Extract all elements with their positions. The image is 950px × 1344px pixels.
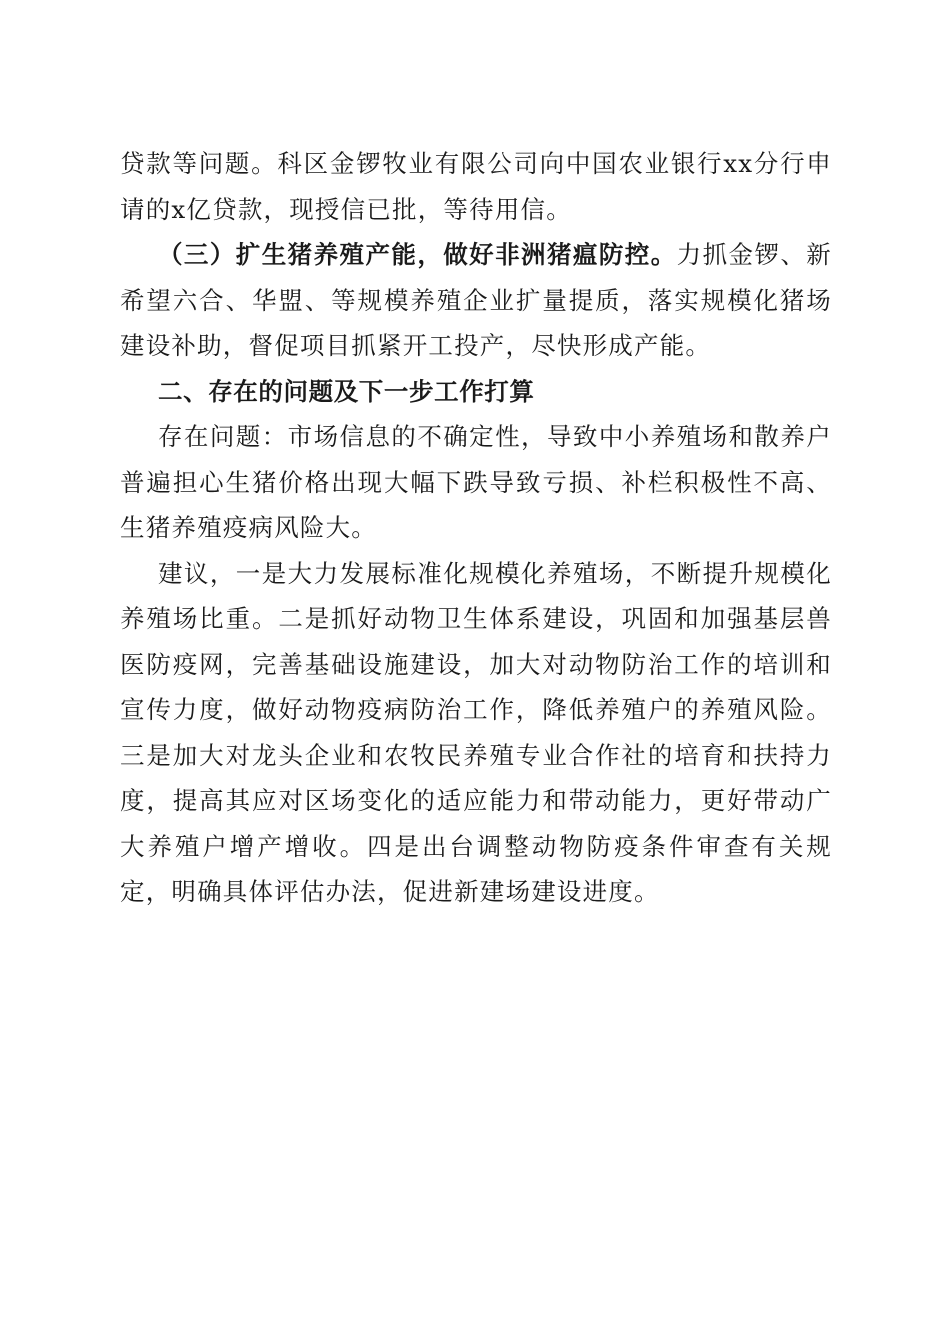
section-3-paragraph: [120, 232, 832, 369]
problems-paragraph: 存在问题：市场信息的不确定性，导致中小养殖场和散养户普遍担心生猪价格出现大幅下跌导致亏损、补栏积极性不高、生猪养殖疫病风险大。: [120, 422, 832, 542]
suggestions-paragraph: 建议，一是大力发展标准化规模化养殖场，不断提升规模化养殖场比重。二是抓好动物卫生体系建设，巩固和加强基层兽医防疫网，完善基础设施建设，加大对动物防治工作的培训和宣传力度，做好动物疫病防治工作，降低养殖户的养殖风险。三是加大对龙头企业和农牧民养殖专业合作社的培育和扶持力度，提高其应对区场变化的适应能力和带动能力，更好带动广大养殖户增产增收。四是出台调整动物防疫条件审查有关规定，明确具体评估办法，促进新建场建设进度。: [120, 558, 832, 906]
continuation-paragraph: 贷款等问题。科区金锣牧业有限公司向中国农业银行xx分行申请的x亿贷款，现授信已批，等待用信。: [120, 149, 832, 224]
section-two-heading: 二、存在的问题及下一步工作打算: [158, 376, 535, 406]
section-3-body: 力抓金锣、新希望六合、华盟、等规模养殖企业扩量提质，落实规模化猪场建设补助，督促项目抓紧开工投产，尽快形成产能。: [120, 240, 832, 360]
document-page: [120, 141, 832, 915]
section-3-heading: （三）扩生猪养殖产能，做好非洲猪瘟防控。: [158, 240, 677, 269]
